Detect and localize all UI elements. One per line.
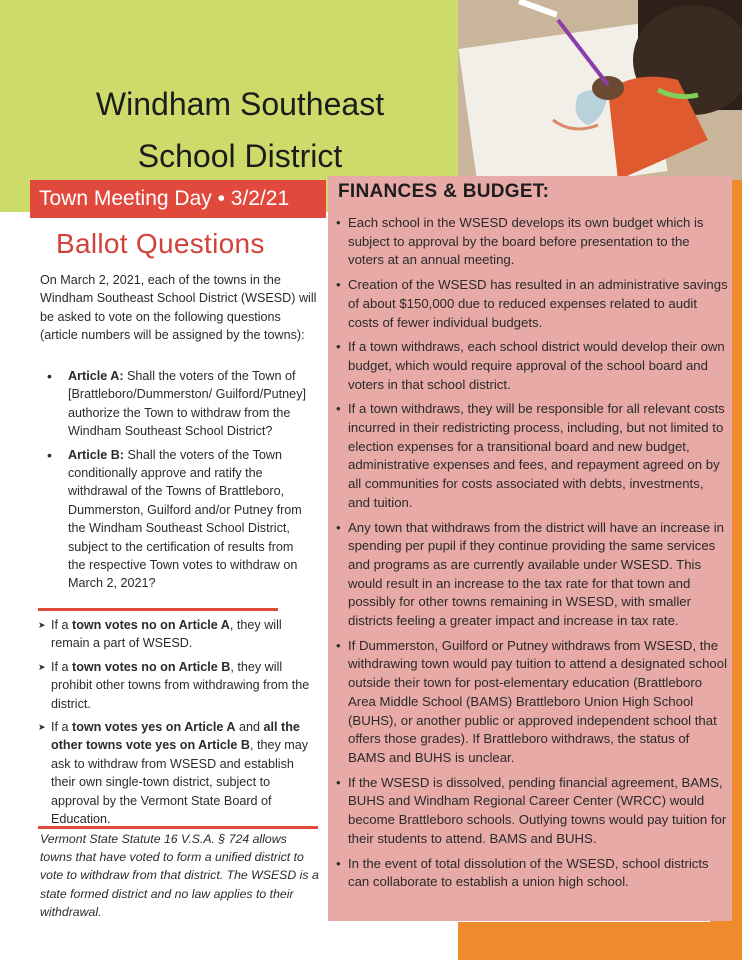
outcome-text: If a [51, 720, 72, 735]
finance-item: • Creation of the WSESD has resulted in an administrative savings of about $150,000 due to reduced expenses related to audit costs of fewer individual budgets. [336, 276, 728, 332]
finance-item: • If Dummerston, Guilford or Putney withdraws from WSESD, the withdrawing town would pay tuition to attend a designated school outside their town for post-elementary education (Brattleboro Area Middle School (BAMS) Brattleboro Union High School (BUHS), or another public or approved independent school that offers those grades). If Brattleboro withdraws, the status of BAMS and BUHS is unclear. [336, 637, 728, 768]
outcome-emphasis: town votes no on Article A [72, 618, 230, 632]
ballot-questions-heading: Ballot Questions [56, 228, 265, 259]
orange-accent-bottom [458, 922, 742, 960]
outcome-emphasis: town votes no on Article B [72, 659, 231, 674]
outcome-item [38, 718, 318, 828]
photo-illustration [458, 0, 742, 180]
finance-item: • Any town that withdraws from the district will have an increase in spending per pupil if they continue providing the same services and programs as are currently available under WSESD. This would result in an increase to the tax rate for that town and possibly for other towns remaining in WSESD, with smaller districts feeling a greater impact and increase in tax rate. [336, 519, 728, 631]
finance-item: • Each school in the WSESD develops its own budget which is subject to approval by the board before presentation to the voters at an annual meeting. [336, 214, 728, 270]
article-a-text: Shall the voters of the Town of [Brattleboro/Dummerston/ Guilford/Putney] authorize the Town to withdraw from the Windham Southeast School District? [68, 369, 306, 439]
finance-item: • If the WSESD is dissolved, pending financial agreement, BAMS, BUHS and Windham Regional Career Center (WRCC) would become Brattleboro schools. Outlying towns would pay tuition for their students to attend. BAMS and BUHS. [336, 774, 728, 849]
statute-note: Vermont State Statute 16 V.S.A. § 724 allows towns that have voted to form a unified district to vote to withdraw from that district. The WSESD is a state formed district and no law applies to their withdrawal. [40, 832, 319, 919]
article-b-text: Shall the voters of the Town conditionally approve and ratify the withdrawal of the Towns of Brattleboro, Dummerston, Guilford and/or Putney from the Windham Southeast School District, subject to the certification of results from the respective Town votes to withdraw on March 2, 2021? [68, 447, 302, 591]
district-title [40, 78, 440, 182]
finance-item: • If a town withdraws, they will be responsible for all relevant costs incurred in their redistricting process, including, but not limited to election expenses for a transitional board and new budget, administrative expenses and fees, and repayment agreed on by all communities for costs associated with debts, investments, and tuition. [336, 400, 728, 512]
title-line-1: Windham Southeast [95, 86, 385, 122]
finance-item: • In the event of total dissolution of the WSESD, school districts can collaborate to establish a union high school. [336, 855, 728, 892]
article-b [44, 446, 314, 593]
red-divider-top [38, 608, 278, 611]
outcome-text: , they may ask to withdraw from WSESD and establish their own single-town district, subject to approval by the Vermont State Board of Education. [51, 738, 309, 827]
red-divider-bottom [38, 826, 318, 829]
article-b-label: Article B: [68, 447, 124, 462]
outcome-text: If a [51, 659, 72, 674]
finance-item: • If a town withdraws, each school district would develop their own budget, which would require approval of the school board and voters in that school district. [336, 338, 728, 394]
outcome-emphasis: town votes yes on Article A [72, 720, 236, 735]
town-meeting-banner: Town Meeting Day • 3/2/21 [30, 180, 326, 218]
articles-list [44, 367, 314, 598]
ballot-intro: On March 2, 2021, each of the towns in the Windham Southeast School District (WSESD) will be asked to vote on the following questions (article numbers will be assigned by the towns): [40, 273, 317, 342]
outcome-item [38, 616, 318, 653]
outcome-text: If a [51, 618, 72, 632]
title-line-2: School District [137, 138, 343, 174]
outcomes-list [38, 616, 318, 833]
child-drawing-photo [458, 0, 742, 180]
article-a [44, 367, 314, 441]
outcome-text: , they will prohibit other towns from withdrawing from the district. [51, 659, 310, 711]
outcome-item [38, 658, 318, 713]
outcome-text: , they will remain a part of WSESD. [51, 618, 282, 651]
finances-heading: FINANCES & BUDGET: [338, 181, 550, 202]
outcome-emphasis: all the other towns vote yes on Article B [51, 720, 300, 753]
finances-list [336, 214, 728, 898]
article-a-label: Article A: [68, 369, 124, 383]
outcome-text: and [235, 720, 264, 735]
